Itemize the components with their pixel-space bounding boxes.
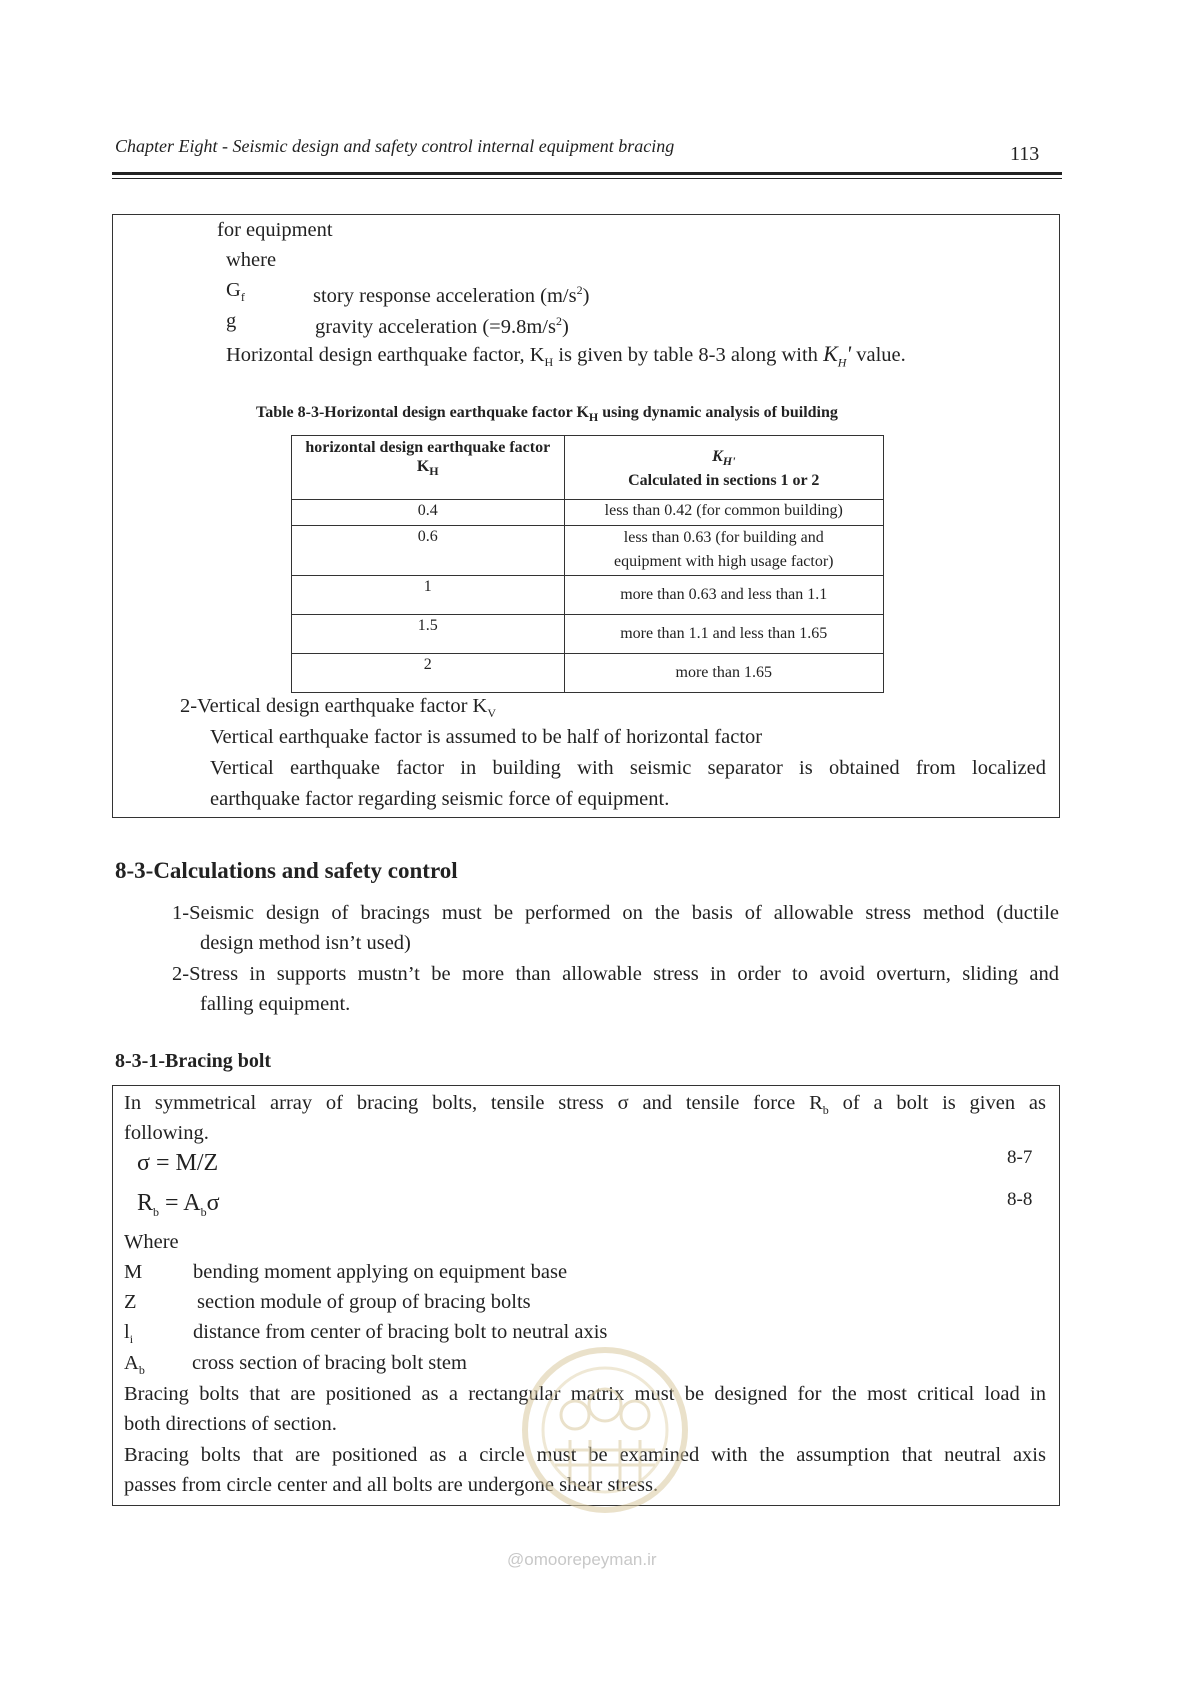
equation-8-7: σ = M/Z (137, 1150, 219, 1176)
table-header-row (292, 436, 884, 500)
def-text-ab: cross section of bracing bolt stem (192, 1352, 467, 1374)
kv-heading: 2-Vertical design earthquake factor $K_V$ (180, 695, 497, 721)
where-label: where (226, 249, 277, 271)
table-row (292, 526, 884, 576)
def-text-g: gravity acceleration $(=9.8m/s^2)$ (315, 314, 569, 338)
cell-kh: 2 (292, 654, 565, 693)
kh-description: Horizontal design earthquake factor, $K_H$ is given by table 8-3 along with $K_H'$ value. (226, 341, 906, 370)
where-label-2: Where (124, 1231, 179, 1253)
section-item-1a: 1-Seismic design of bracings must be performed on the basis of allowable stress method (ductile (172, 902, 1059, 924)
def-symbol-m: M (124, 1261, 143, 1283)
def-symbol-gf: $G_f$ (226, 279, 245, 305)
cell-kh: 1.5 (292, 615, 565, 654)
cell-range: more than 1.1 and less than 1.65 (564, 615, 884, 654)
equation-8-8: $R_b = A_b\sigma$ (137, 1190, 220, 1219)
watermark-logo (505, 1335, 705, 1565)
def-symbol-ab: $A_b$ (124, 1352, 145, 1378)
bolt-paragraph-2a: Bracing bolts that are positioned as a circle must be examined with the assumption that neutral axis (124, 1444, 1046, 1466)
def-symbol-g: g (226, 310, 237, 332)
section-item-2a: 2-Stress in supports mustn’t be more than allowable stress in order to avoid overturn, sliding and (172, 963, 1059, 985)
subsection-title: 8-3-1-Bracing bolt (115, 1050, 272, 1072)
kv-paragraph-1: Vertical earthquake factor is assumed to be half of horizontal factor (210, 726, 763, 748)
bolt-paragraph-2b: passes from circle center and all bolts are undergone shear stress. (124, 1474, 659, 1496)
kv-paragraph-2a: Vertical earthquake factor in building with seismic separator is obtained from localized (210, 757, 1046, 779)
page-number: 113 (1010, 143, 1040, 165)
watermark-text: @omoorepeyman.ir (507, 1550, 657, 1569)
def-text-gf: story response acceleration $(m/s^2)$ (313, 283, 590, 307)
kv-paragraph-2b: earthquake factor regarding seismic force of equipment. (210, 788, 670, 810)
header-kh: horizontal design earthquake factor $K_H$ (292, 436, 565, 500)
running-header: Chapter Eight - Seismic design and safety control internal equipment bracing (115, 136, 675, 156)
cell-range: more than 1.65 (564, 654, 884, 693)
header-rule-thin (112, 178, 1062, 179)
table-row (292, 654, 884, 693)
bolt-intro-a: In symmetrical array of bracing bolts, tensile stress σ and tensile force $R_b$ of a bolt is given as (124, 1092, 1046, 1118)
bolt-paragraph-1a: Bracing bolts that are positioned as a rectangular matrix must be designed for the most critical load in (124, 1383, 1046, 1405)
cell-range: less than 0.63 (for building and equipment with high usage factor) (564, 526, 884, 576)
cell-range: more than 0.63 and less than 1.1 (564, 576, 884, 615)
cell-kh: 1 (292, 576, 565, 615)
table-row (292, 500, 884, 526)
for-equipment-text: for equipment (217, 219, 333, 241)
table-row (292, 615, 884, 654)
def-text-li: distance from center of bracing bolt to neutral axis (193, 1321, 608, 1343)
cell-kh: 0.6 (292, 526, 565, 576)
header-rule-thick (112, 172, 1062, 175)
def-text-m: bending moment applying on equipment base (193, 1261, 568, 1283)
table-row (292, 576, 884, 615)
bolt-intro-b: following. (124, 1122, 209, 1144)
def-text-z: section module of group of bracing bolts (197, 1291, 531, 1313)
cell-kh: 0.4 (292, 500, 565, 526)
section-title: 8-3-Calculations and safety control (115, 858, 458, 883)
def-symbol-z: Z (124, 1291, 137, 1313)
header-kh-prime: $K_{H'}$ Calculated in sections 1 or 2 (564, 436, 884, 500)
section-item-1b: design method isn’t used) (200, 932, 411, 954)
table-caption: Table 8-3-Horizontal design earthquake factor $K_H$ using dynamic analysis of building (256, 404, 838, 425)
section-item-2b: falling equipment. (200, 993, 351, 1015)
cell-range: less than 0.42 (for common building) (564, 500, 884, 526)
equation-number-8-7: 8-7 (1007, 1147, 1033, 1168)
bolt-paragraph-1b: both directions of section. (124, 1413, 337, 1435)
kh-prime-symbol: $K_H'$ (823, 341, 852, 370)
equation-number-8-8: 8-8 (1007, 1189, 1033, 1210)
table-8-3 (291, 435, 884, 693)
def-symbol-li: $l_i$ (124, 1321, 134, 1347)
